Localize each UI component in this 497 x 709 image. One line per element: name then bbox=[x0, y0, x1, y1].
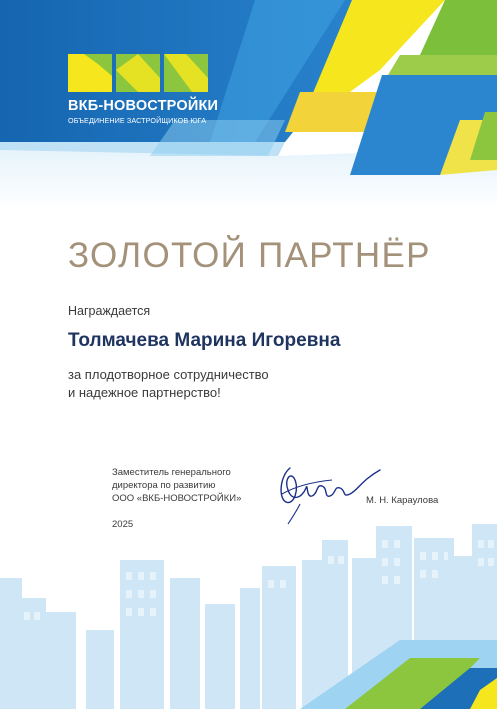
awarded-label: Награждается bbox=[68, 304, 151, 318]
position-line-1: Заместитель генерального bbox=[112, 467, 231, 478]
award-reason bbox=[68, 366, 269, 402]
handwritten-signature bbox=[272, 458, 384, 528]
reason-line-1: за плодотворное сотрудничество bbox=[68, 367, 269, 382]
signatory-name: М. Н. Караулова bbox=[366, 495, 439, 506]
position-line-2: директора по развитию bbox=[112, 480, 216, 491]
position-line-3: ООО «ВКБ-НОВОСТРОЙКИ» bbox=[112, 493, 242, 504]
signatory-position bbox=[112, 466, 241, 505]
recipient-name: Толмачева Марина Игоревна bbox=[68, 330, 341, 351]
logo-company-name: ВКБ-НОВОСТРОЙКИ bbox=[68, 98, 219, 114]
certificate-year: 2025 bbox=[112, 519, 134, 530]
logo-mark bbox=[68, 52, 210, 94]
reason-line-2: и надежное партнерство! bbox=[68, 385, 221, 400]
certificate-title: ЗОЛОТОЙ ПАРТНЁР bbox=[68, 236, 431, 275]
green-block-right bbox=[388, 55, 497, 75]
logo-company-subtitle: ОБЪЕДИНЕНИЕ ЗАСТРОЙЩИКОВ ЮГА bbox=[68, 116, 207, 125]
company-logo bbox=[68, 52, 210, 94]
